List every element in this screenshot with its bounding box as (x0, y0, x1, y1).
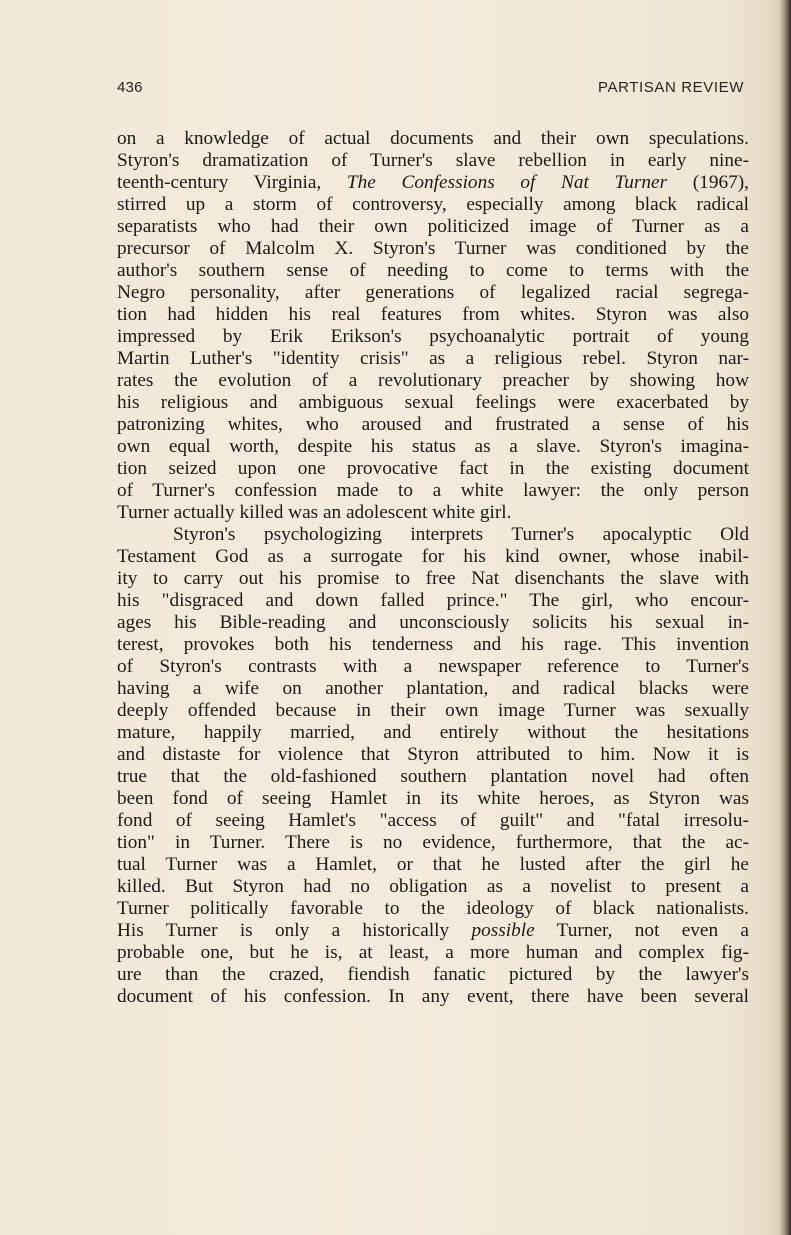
text-line: fond of seeing Hamlet's "access of guilt" and "fatal irresolu- (117, 810, 749, 831)
paragraph-end-line: Turner actually killed was an adolescent white girl. (117, 502, 512, 523)
body-text (117, 128, 749, 1008)
text-line: deeply offended because in their own image Turner was sexually (117, 700, 749, 721)
text-line: own equal worth, despite his status as a slave. Styron's imagina- (117, 436, 749, 457)
text-line: tual Turner was a Hamlet, or that he lusted after the girl he (117, 854, 749, 875)
text-line: ages his Bible-reading and unconsciously solicits his sexual in- (117, 612, 749, 633)
text-line: author's southern sense of needing to come to terms with the (117, 260, 749, 281)
text-line: mature, happily married, and entirely without the hesitations (117, 722, 749, 743)
paragraph-start-line: Styron's psychologizing interprets Turner's apocalyptic Old (173, 524, 749, 545)
text-line: separatists who had their own politicized image of Turner as a (117, 216, 749, 237)
text-line: true that the old-fashioned southern plantation novel had often (117, 766, 749, 787)
text-line: on a knowledge of actual documents and their own speculations. (117, 128, 749, 149)
text-line: document of his confession. In any event, there have been several (117, 986, 749, 1007)
emphasis-italic: possible (471, 920, 535, 941)
text-line: precursor of Malcolm X. Styron's Turner was conditioned by the (117, 238, 749, 259)
journal-title: PARTISAN REVIEW (598, 79, 744, 96)
text-line: ure than the crazed, fiendish fanatic pictured by the lawyer's (117, 964, 749, 985)
text-line: Turner politically favorable to the ideology of black nationalists. (117, 898, 749, 919)
text-line: patronizing whites, who aroused and frustrated a sense of his (117, 414, 749, 435)
text-line: of Turner's confession made to a white lawyer: the only person (117, 480, 749, 501)
text-line: Testament God as a surrogate for his kind owner, whose inabil- (117, 546, 749, 567)
text-line: tion seized upon one provocative fact in the existing document (117, 458, 749, 479)
text-line: probable one, but he is, at least, a more human and complex fig- (117, 942, 749, 963)
text-line: ity to carry out his promise to free Nat disenchants the slave with (117, 568, 749, 589)
text-line: stirred up a storm of controversy, especially among black radical (117, 194, 749, 215)
text-line: His Turner is only a historically possible Turner, not even a (117, 920, 749, 941)
running-head (117, 79, 744, 99)
text-line: rates the evolution of a revolutionary preacher by showing how (117, 370, 749, 391)
text-line: his "disgraced and down falled prince." The girl, who encour- (117, 590, 749, 611)
page-number: 436 (117, 79, 143, 96)
text-line: killed. But Styron had no obligation as a novelist to present a (117, 876, 749, 897)
text-line: been fond of seeing Hamlet in its white heroes, as Styron was (117, 788, 749, 809)
text-line: Negro personality, after generations of legalized racial segrega- (117, 282, 749, 303)
text-line: and distaste for violence that Styron attributed to him. Now it is (117, 744, 749, 765)
text-line: tion had hidden his real features from whites. Styron was also (117, 304, 749, 325)
text-line: of Styron's contrasts with a newspaper reference to Turner's (117, 656, 749, 677)
text-line: Styron's dramatization of Turner's slave rebellion in early nine- (117, 150, 749, 171)
text-line: having a wife on another plantation, and radical blacks were (117, 678, 749, 699)
text-line: terest, provokes both his tenderness and his rage. This invention (117, 634, 749, 655)
text-line: Martin Luther's "identity crisis" as a religious rebel. Styron nar- (117, 348, 749, 369)
text-line: impressed by Erik Erikson's psychoanalytic portrait of young (117, 326, 749, 347)
text-line: teenth-century Virginia, The Confessions of Nat Turner (1967), (117, 172, 749, 193)
text-line: his religious and ambiguous sexual feelings were exacerbated by (117, 392, 749, 413)
book-title-italic: The Confessions of Nat Turner (346, 172, 668, 193)
text-line: tion" in Turner. There is no evidence, furthermore, that the ac- (117, 832, 749, 853)
page-gutter-shadow (779, 0, 791, 1235)
